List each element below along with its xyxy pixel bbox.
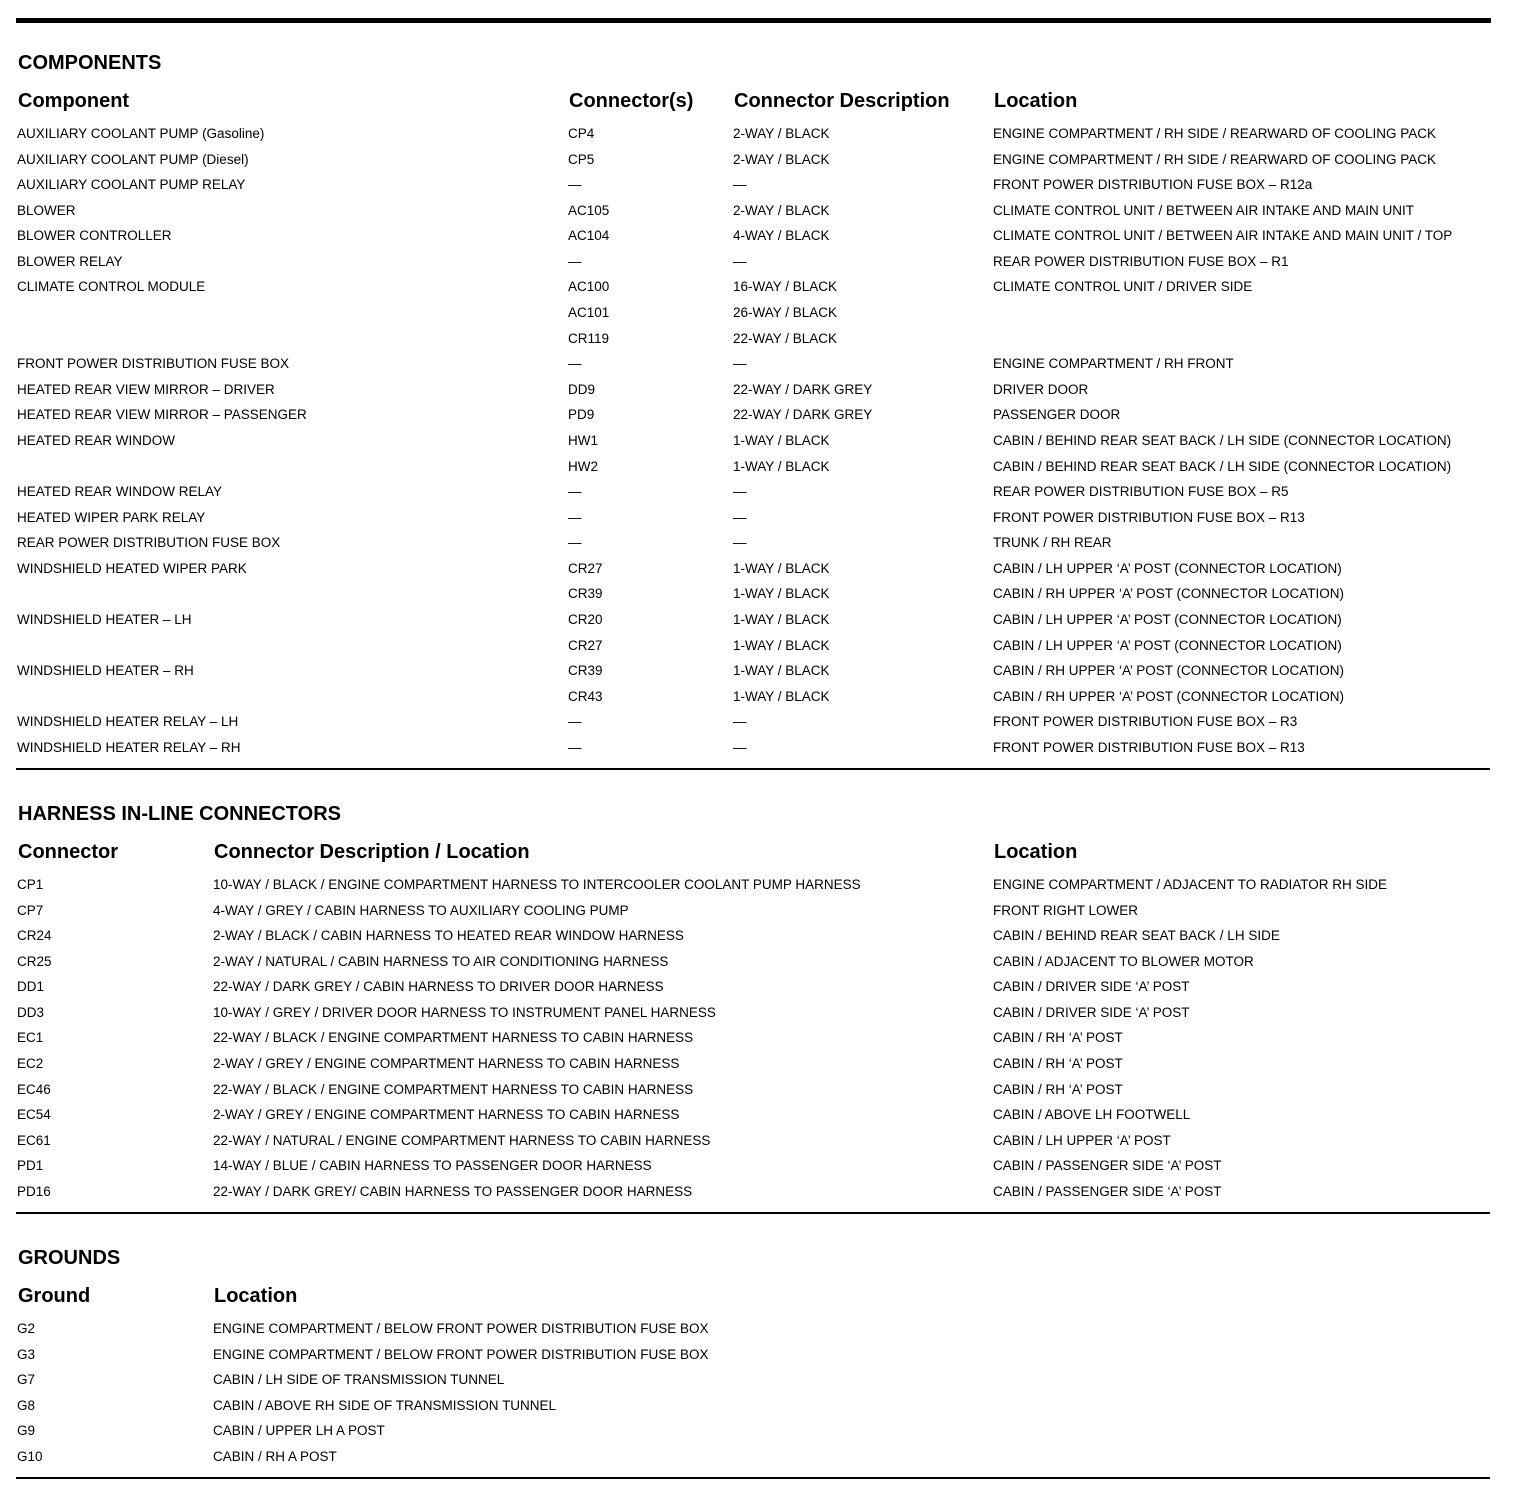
location-cell: CLIMATE CONTROL UNIT / DRIVER SIDE bbox=[993, 279, 1253, 295]
component-cell: WINDSHIELD HEATED WIPER PARK bbox=[17, 560, 247, 576]
component-cell: AUXILIARY COOLANT PUMP (Diesel) bbox=[17, 151, 249, 167]
top-rule bbox=[16, 18, 1491, 23]
location-cell: CABIN / ABOVE RH SIDE OF TRANSMISSION TUNNEL bbox=[213, 1397, 557, 1413]
connector-description-cell: — bbox=[733, 714, 747, 730]
connector-cell: HW2 bbox=[568, 458, 598, 474]
table-row bbox=[0, 177, 1520, 203]
ground-cell: G9 bbox=[17, 1423, 36, 1439]
connector-cell: HW1 bbox=[568, 432, 598, 448]
col-header-description-location: Connector Description / Location bbox=[214, 841, 530, 863]
table-row bbox=[0, 561, 1520, 587]
connector-description-cell: 1-WAY / BLACK bbox=[733, 458, 830, 474]
connector-cell: — bbox=[568, 714, 582, 730]
connector-cell: EC2 bbox=[17, 1056, 44, 1072]
connector-cell: PD16 bbox=[17, 1183, 51, 1199]
table-row bbox=[0, 228, 1520, 254]
connector-cell: CP7 bbox=[17, 902, 44, 918]
table-row bbox=[0, 928, 1520, 954]
table-row bbox=[0, 1133, 1520, 1159]
connector-description-cell: 22-WAY / BLACK bbox=[733, 330, 838, 346]
location-cell: TRUNK / RH REAR bbox=[993, 535, 1112, 551]
connector-description-cell: 1-WAY / BLACK bbox=[733, 688, 830, 704]
connector-cell: EC1 bbox=[17, 1030, 44, 1046]
table-row bbox=[0, 586, 1520, 612]
connector-description-cell: 22-WAY / DARK GREY bbox=[733, 407, 873, 423]
table-row bbox=[0, 979, 1520, 1005]
component-cell: HEATED REAR WINDOW RELAY bbox=[17, 484, 223, 500]
col-header-connector: Connector bbox=[18, 841, 118, 863]
section-divider bbox=[16, 1212, 1490, 1214]
description-cell: 2-WAY / GREY / ENGINE COMPARTMENT HARNESS TO CABIN HARNESS bbox=[213, 1056, 680, 1072]
location-cell: CABIN / BEHIND REAR SEAT BACK / LH SIDE (CONNECTOR LOCATION) bbox=[993, 432, 1452, 448]
connector-cell: CP4 bbox=[568, 126, 595, 141]
col-header-location: Location bbox=[994, 841, 1078, 863]
location-cell: PASSENGER DOOR bbox=[993, 407, 1121, 423]
connector-cell: AC104 bbox=[568, 228, 610, 244]
col-header-ground: Ground bbox=[18, 1285, 91, 1307]
location-cell: ENGINE COMPARTMENT / RH FRONT bbox=[993, 356, 1234, 372]
table-row bbox=[0, 877, 1520, 903]
location-cell: FRONT RIGHT LOWER bbox=[993, 902, 1139, 918]
location-cell: DRIVER DOOR bbox=[993, 381, 1089, 397]
description-cell: 22-WAY / BLACK / ENGINE COMPARTMENT HARNESS TO CABIN HARNESS bbox=[213, 1081, 694, 1097]
connector-description-cell: 1-WAY / BLACK bbox=[733, 612, 830, 628]
table-row bbox=[0, 1321, 1520, 1347]
connector-cell: CR39 bbox=[568, 663, 603, 679]
table-row bbox=[0, 407, 1520, 433]
table-row bbox=[0, 305, 1520, 331]
component-cell: HEATED REAR VIEW MIRROR – DRIVER bbox=[17, 381, 275, 397]
col-header-component: Component bbox=[18, 90, 130, 112]
connector-cell: CR25 bbox=[17, 953, 52, 969]
component-cell: AUXILIARY COOLANT PUMP RELAY bbox=[17, 177, 246, 193]
description-cell: 22-WAY / DARK GREY / CABIN HARNESS TO DRIVER DOOR HARNESS bbox=[213, 979, 664, 995]
connector-cell: CR20 bbox=[568, 612, 603, 628]
ground-cell: G2 bbox=[17, 1321, 36, 1336]
table-row bbox=[0, 1158, 1520, 1184]
table-row bbox=[0, 203, 1520, 229]
location-cell: CABIN / LH UPPER ‘A’ POST (CONNECTOR LOCATION) bbox=[993, 612, 1342, 628]
location-cell: CABIN / DRIVER SIDE ‘A’ POST bbox=[993, 1004, 1190, 1020]
connector-cell: DD1 bbox=[17, 979, 45, 995]
component-cell: HEATED WIPER PARK RELAY bbox=[17, 509, 206, 525]
location-cell: CABIN / PASSENGER SIDE ‘A’ POST bbox=[993, 1158, 1222, 1174]
col-header-location: Location bbox=[214, 1285, 298, 1307]
grounds-title: GROUNDS bbox=[18, 1247, 121, 1269]
component-cell: AUXILIARY COOLANT PUMP (Gasoline) bbox=[17, 126, 265, 141]
location-cell: CABIN / LH UPPER ‘A’ POST bbox=[993, 1132, 1171, 1148]
description-cell: 22-WAY / DARK GREY/ CABIN HARNESS TO PASSENGER DOOR HARNESS bbox=[213, 1183, 693, 1199]
ground-cell: G7 bbox=[17, 1372, 36, 1388]
table-row bbox=[0, 740, 1520, 766]
table-row bbox=[0, 382, 1520, 408]
connector-cell: — bbox=[568, 253, 582, 269]
location-cell: CABIN / PASSENGER SIDE ‘A’ POST bbox=[993, 1183, 1222, 1199]
component-cell: FRONT POWER DISTRIBUTION FUSE BOX bbox=[17, 356, 290, 372]
connector-cell: CR27 bbox=[568, 637, 603, 653]
location-cell: CABIN / DRIVER SIDE ‘A’ POST bbox=[993, 979, 1190, 995]
table-row bbox=[0, 126, 1520, 152]
connector-description-cell: 1-WAY / BLACK bbox=[733, 432, 830, 448]
location-cell: CLIMATE CONTROL UNIT / BETWEEN AIR INTAKE AND MAIN UNIT bbox=[993, 202, 1415, 218]
table-row bbox=[0, 663, 1520, 689]
col-header-location: Location bbox=[994, 90, 1078, 112]
location-cell: CABIN / LH SIDE OF TRANSMISSION TUNNEL bbox=[213, 1372, 505, 1388]
connector-description-cell: 4-WAY / BLACK bbox=[733, 228, 830, 244]
table-row bbox=[0, 1107, 1520, 1133]
col-header-connectors: Connector(s) bbox=[569, 90, 694, 112]
connector-description-cell: 1-WAY / BLACK bbox=[733, 586, 830, 602]
table-row bbox=[0, 1056, 1520, 1082]
description-cell: 10-WAY / GREY / DRIVER DOOR HARNESS TO INSTRUMENT PANEL HARNESS bbox=[213, 1004, 716, 1020]
table-row bbox=[0, 1347, 1520, 1373]
connector-cell: — bbox=[568, 509, 582, 525]
table-row bbox=[0, 1005, 1520, 1031]
table-row bbox=[0, 1184, 1520, 1210]
location-cell: CABIN / RH UPPER ‘A’ POST (CONNECTOR LOCATION) bbox=[993, 586, 1345, 602]
table-row bbox=[0, 279, 1520, 305]
connector-description-cell: — bbox=[733, 253, 747, 269]
connector-description-cell: 2-WAY / BLACK bbox=[733, 202, 830, 218]
table-row bbox=[0, 1449, 1520, 1475]
connector-description-cell: 16-WAY / BLACK bbox=[733, 279, 838, 295]
components-title: COMPONENTS bbox=[18, 52, 162, 74]
location-cell: CABIN / RH UPPER ‘A’ POST (CONNECTOR LOCATION) bbox=[993, 663, 1345, 679]
location-cell: FRONT POWER DISTRIBUTION FUSE BOX – R13 bbox=[993, 509, 1305, 525]
table-row bbox=[0, 1030, 1520, 1056]
location-cell: FRONT POWER DISTRIBUTION FUSE BOX – R12a bbox=[993, 177, 1313, 193]
connector-description-cell: 26-WAY / BLACK bbox=[733, 305, 838, 321]
location-cell: REAR POWER DISTRIBUTION FUSE BOX – R5 bbox=[993, 484, 1289, 500]
component-cell: REAR POWER DISTRIBUTION FUSE BOX bbox=[17, 535, 281, 551]
table-row bbox=[0, 152, 1520, 178]
connector-cell: — bbox=[568, 739, 582, 755]
connector-cell: AC101 bbox=[568, 305, 610, 321]
location-cell: CABIN / RH ‘A’ POST bbox=[993, 1081, 1123, 1097]
ground-cell: G8 bbox=[17, 1397, 36, 1413]
location-cell: CABIN / RH ‘A’ POST bbox=[993, 1056, 1123, 1072]
description-cell: 2-WAY / NATURAL / CABIN HARNESS TO AIR CONDITIONING HARNESS bbox=[213, 953, 669, 969]
connector-cell: CR39 bbox=[568, 586, 603, 602]
section-divider bbox=[16, 768, 1490, 770]
description-cell: 14-WAY / BLUE / CABIN HARNESS TO PASSENGER DOOR HARNESS bbox=[213, 1158, 652, 1174]
connector-cell: DD9 bbox=[568, 381, 596, 397]
table-row bbox=[0, 510, 1520, 536]
ground-cell: G3 bbox=[17, 1346, 36, 1362]
table-row bbox=[0, 714, 1520, 740]
description-cell: 10-WAY / BLACK / ENGINE COMPARTMENT HARNESS TO INTERCOOLER COOLANT PUMP HARNESS bbox=[213, 877, 861, 892]
connector-cell: CP5 bbox=[568, 151, 595, 167]
location-cell: CABIN / RH UPPER ‘A’ POST (CONNECTOR LOCATION) bbox=[993, 688, 1345, 704]
description-cell: 4-WAY / GREY / CABIN HARNESS TO AUXILIARY COOLING PUMP bbox=[213, 902, 629, 918]
connector-cell: CP1 bbox=[17, 877, 44, 892]
connector-cell: EC54 bbox=[17, 1107, 51, 1123]
table-row bbox=[0, 535, 1520, 561]
bottom-rule bbox=[16, 1477, 1490, 1479]
connector-description-cell: 1-WAY / BLACK bbox=[733, 560, 830, 576]
connector-cell: CR43 bbox=[568, 688, 603, 704]
table-row bbox=[0, 612, 1520, 638]
connector-cell: PD1 bbox=[17, 1158, 44, 1174]
connector-cell: — bbox=[568, 484, 582, 500]
location-cell: CLIMATE CONTROL UNIT / BETWEEN AIR INTAKE AND MAIN UNIT / TOP bbox=[993, 228, 1453, 244]
location-cell: ENGINE COMPARTMENT / RH SIDE / REARWARD OF COOLING PACK bbox=[993, 126, 1437, 141]
connector-cell: AC105 bbox=[568, 202, 610, 218]
location-cell: ENGINE COMPARTMENT / BELOW FRONT POWER DISTRIBUTION FUSE BOX bbox=[213, 1321, 709, 1336]
table-row bbox=[0, 638, 1520, 664]
component-cell: WINDSHIELD HEATER – LH bbox=[17, 612, 192, 628]
connector-cell: AC100 bbox=[568, 279, 610, 295]
component-cell: HEATED REAR WINDOW bbox=[17, 432, 175, 448]
description-cell: 22-WAY / BLACK / ENGINE COMPARTMENT HARNESS TO CABIN HARNESS bbox=[213, 1030, 694, 1046]
connector-description-cell: 2-WAY / BLACK bbox=[733, 151, 830, 167]
location-cell: FRONT POWER DISTRIBUTION FUSE BOX – R13 bbox=[993, 739, 1305, 755]
location-cell: CABIN / ABOVE LH FOOTWELL bbox=[993, 1107, 1191, 1123]
connector-cell: CR24 bbox=[17, 928, 52, 944]
table-row bbox=[0, 356, 1520, 382]
connector-cell: — bbox=[568, 356, 582, 372]
table-row bbox=[0, 954, 1520, 980]
table-row bbox=[0, 484, 1520, 510]
location-cell: ENGINE COMPARTMENT / ADJACENT TO RADIATOR RH SIDE bbox=[993, 877, 1388, 892]
location-cell: CABIN / BEHIND REAR SEAT BACK / LH SIDE bbox=[993, 928, 1280, 944]
location-cell: ENGINE COMPARTMENT / BELOW FRONT POWER DISTRIBUTION FUSE BOX bbox=[213, 1346, 709, 1362]
connector-description-cell: — bbox=[733, 535, 747, 551]
location-cell: CABIN / UPPER LH A POST bbox=[213, 1423, 385, 1439]
connector-description-cell: 1-WAY / BLACK bbox=[733, 663, 830, 679]
connector-cell: CR27 bbox=[568, 560, 603, 576]
connector-description-cell: 2-WAY / BLACK bbox=[733, 126, 830, 141]
component-cell: HEATED REAR VIEW MIRROR – PASSENGER bbox=[17, 407, 307, 423]
component-cell: CLIMATE CONTROL MODULE bbox=[17, 279, 206, 295]
connector-description-cell: — bbox=[733, 177, 747, 193]
connector-cell: DD3 bbox=[17, 1004, 45, 1020]
connector-description-cell: 22-WAY / DARK GREY bbox=[733, 381, 873, 397]
connector-description-cell: — bbox=[733, 739, 747, 755]
connector-description-cell: — bbox=[733, 356, 747, 372]
table-row bbox=[0, 1372, 1520, 1398]
location-cell: CABIN / RH ‘A’ POST bbox=[993, 1030, 1123, 1046]
component-cell: WINDSHIELD HEATER RELAY – LH bbox=[17, 714, 239, 730]
component-cell: BLOWER RELAY bbox=[17, 253, 123, 269]
harness-title: HARNESS IN-LINE CONNECTORS bbox=[18, 803, 341, 825]
connector-cell: PD9 bbox=[568, 407, 595, 423]
table-row bbox=[0, 1398, 1520, 1424]
table-row bbox=[0, 254, 1520, 280]
table-row bbox=[0, 433, 1520, 459]
connector-cell: EC46 bbox=[17, 1081, 51, 1097]
description-cell: 22-WAY / NATURAL / ENGINE COMPARTMENT HARNESS TO CABIN HARNESS bbox=[213, 1132, 711, 1148]
component-cell: BLOWER bbox=[17, 202, 76, 218]
table-row bbox=[0, 1423, 1520, 1449]
ground-cell: G10 bbox=[17, 1448, 43, 1464]
location-cell: CABIN / LH UPPER ‘A’ POST (CONNECTOR LOCATION) bbox=[993, 560, 1342, 576]
table-row bbox=[0, 1082, 1520, 1108]
connector-cell: CR119 bbox=[568, 330, 610, 346]
connector-cell: — bbox=[568, 535, 582, 551]
description-cell: 2-WAY / BLACK / CABIN HARNESS TO HEATED REAR WINDOW HARNESS bbox=[213, 928, 684, 944]
col-header-connector-description: Connector Description bbox=[734, 90, 950, 112]
connector-cell: EC61 bbox=[17, 1132, 51, 1148]
component-cell: WINDSHIELD HEATER – RH bbox=[17, 663, 194, 679]
location-cell: ENGINE COMPARTMENT / RH SIDE / REARWARD OF COOLING PACK bbox=[993, 151, 1437, 167]
location-cell: CABIN / LH UPPER ‘A’ POST (CONNECTOR LOCATION) bbox=[993, 637, 1342, 653]
connector-description-cell: 1-WAY / BLACK bbox=[733, 637, 830, 653]
table-row bbox=[0, 459, 1520, 485]
component-cell: WINDSHIELD HEATER RELAY – RH bbox=[17, 739, 241, 755]
table-row bbox=[0, 689, 1520, 715]
description-cell: 2-WAY / GREY / ENGINE COMPARTMENT HARNESS TO CABIN HARNESS bbox=[213, 1107, 680, 1123]
connector-description-cell: — bbox=[733, 509, 747, 525]
location-cell: CABIN / ADJACENT TO BLOWER MOTOR bbox=[993, 953, 1254, 969]
location-cell: CABIN / RH A POST bbox=[213, 1448, 337, 1464]
table-row bbox=[0, 331, 1520, 357]
location-cell: FRONT POWER DISTRIBUTION FUSE BOX – R3 bbox=[993, 714, 1298, 730]
table-row bbox=[0, 903, 1520, 929]
component-cell: BLOWER CONTROLLER bbox=[17, 228, 172, 244]
connector-description-cell: — bbox=[733, 484, 747, 500]
connector-cell: — bbox=[568, 177, 582, 193]
location-cell: CABIN / BEHIND REAR SEAT BACK / LH SIDE (CONNECTOR LOCATION) bbox=[993, 458, 1452, 474]
location-cell: REAR POWER DISTRIBUTION FUSE BOX – R1 bbox=[993, 253, 1289, 269]
